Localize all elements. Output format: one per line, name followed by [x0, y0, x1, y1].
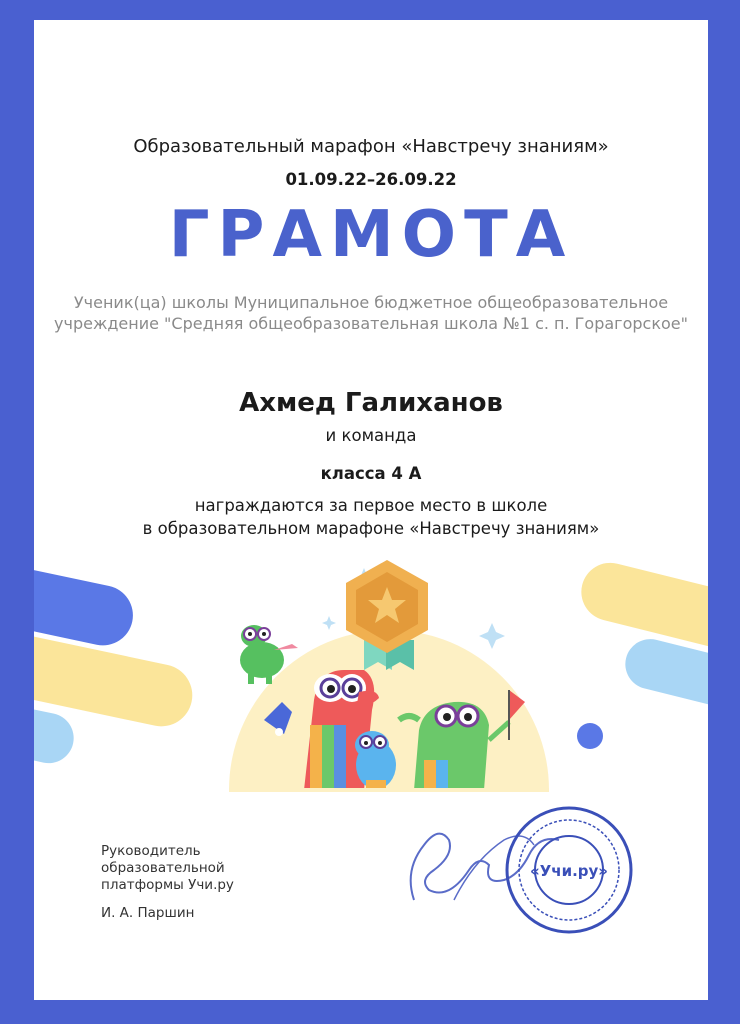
school-line-1: Ученик(ца) школы Муниципальное бюджетное общеобразовательное: [73, 293, 669, 312]
certificate-paper: [34, 20, 708, 1000]
award-line-2: в образовательном марафоне «Навстречу знаниям»: [142, 519, 600, 538]
class-text: класса 4 А: [320, 464, 422, 483]
marathon-header: Образовательный марафон «Навстречу знаниям»: [133, 136, 609, 157]
signer-role-line-1: Руководитель: [101, 843, 201, 859]
signer-role-line-3: платформы Учи.ру: [101, 877, 234, 893]
team-text: и команда: [325, 426, 417, 445]
signer-role-line-2: образовательной: [101, 860, 225, 876]
stamp-center-text: «Учи.ру»: [530, 862, 608, 880]
recipient-name: Ахмед Галиханов: [239, 388, 503, 418]
signature-stamp-art: [34, 20, 708, 1000]
signer-name: И. А. Паршин: [101, 905, 195, 921]
marathon-dates: 01.09.22–26.09.22: [285, 170, 457, 189]
school-line-2: учреждение "Средняя общеобразовательная школа №1 с. п. Горагорское": [54, 314, 688, 333]
certificate-title: ГРАМОТА: [168, 198, 574, 272]
award-line-1: награждаются за первое место в школе: [194, 496, 548, 515]
stamp-icon: [507, 808, 631, 932]
